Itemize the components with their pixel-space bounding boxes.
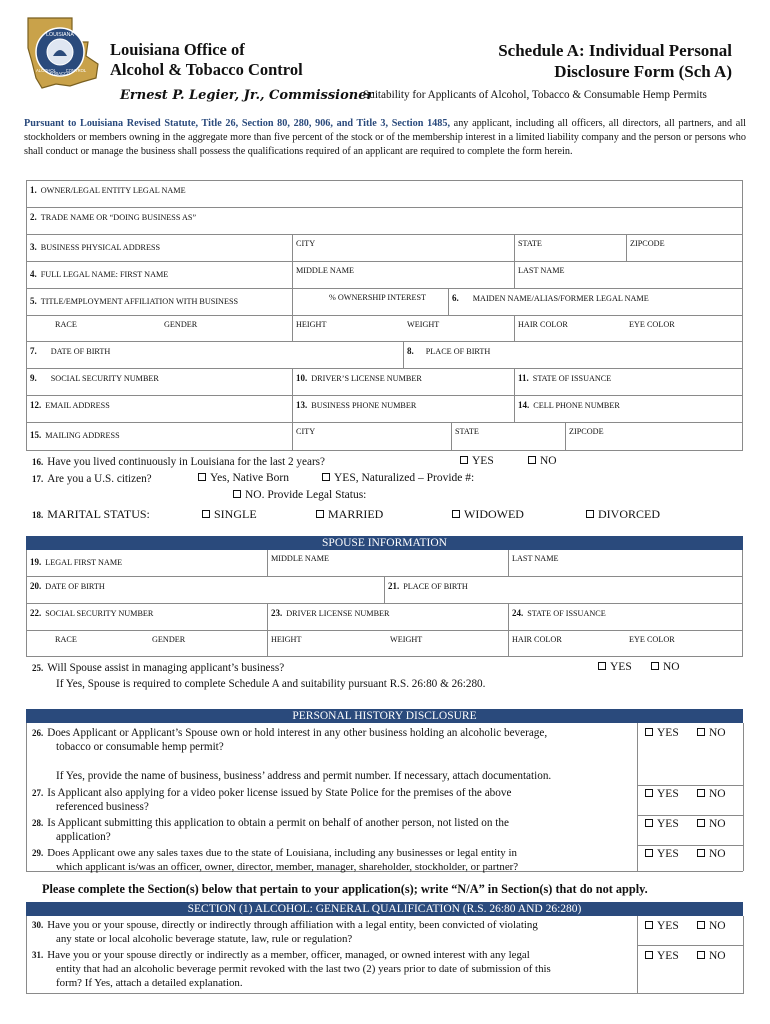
checkbox-icon [697,728,705,736]
state-label: STATE [518,239,542,248]
spouse-last-name-label: LAST NAME [512,554,559,563]
louisiana-atc-seal [22,12,104,94]
maiden-name-label: MAIDEN NAME/ALIAS/FORMER LEGAL NAME [472,294,649,303]
q28-no-checkbox[interactable]: NO [697,818,726,830]
suitability-subtitle: Suitability for Applicants of Alcohol, Tobacco & Consumable Hemp Permits [363,89,707,101]
field-row-5[interactable]: 5. TITLE/EMPLOYMENT AFFILIATION WITH BUSINESS % OWNERSHIP INTEREST 6. MAIDEN NAME/ALIAS/FORMER LEGAL NAME [27,289,742,316]
spouse-row-19[interactable]: 19. LEGAL FIRST NAME MIDDLE NAME LAST NAME [27,550,742,577]
checkbox-icon [645,819,653,827]
q27-text: 27. Is Applicant also applying for a video poker license issued by State Police for the premises of the above referenced business? [32,787,512,813]
spouse-info-grid [26,550,743,657]
history-answer-rule [637,815,743,816]
q18-divorced-checkbox[interactable]: DIVORCED [586,507,660,522]
q16-text: 16. Have you lived continuously in Louisiana for the last 2 years? [32,456,326,468]
mailing-state-label: STATE [455,427,479,436]
q18-widowed-checkbox[interactable]: WIDOWED [452,507,524,522]
q25-yes-checkbox[interactable]: YES [598,661,632,673]
q18-text: 18. MARITAL STATUS: [32,507,150,521]
zipcode-label: ZIPCODE [630,239,665,248]
checkbox-icon [697,951,705,959]
title-affiliation-label: TITLE/EMPLOYMENT AFFILIATION WITH BUSINESS [40,297,239,306]
q16-yes-checkbox[interactable]: YES [460,455,494,467]
state-of-issuance-label: STATE OF ISSUANCE [532,374,612,383]
middle-name-label: MIDDLE NAME [296,266,354,275]
q25-no-checkbox[interactable]: NO [651,661,680,673]
business-phone-label: BUSINESS PHONE NUMBER [311,401,417,410]
checkbox-icon [528,456,536,464]
q26-no-checkbox[interactable]: NO [697,727,726,739]
q17-native-checkbox[interactable]: Yes, Native Born [198,472,289,484]
schedule-title-line2: Disclosure Form (Sch A) [554,62,732,81]
checkbox-icon [645,849,653,857]
q17-no-checkbox[interactable]: NO. Provide Legal Status: [233,489,366,501]
race-label: RACE [55,320,77,329]
checkbox-icon [202,510,210,518]
spouse-height-label: HEIGHT [271,635,302,644]
ownership-interest-label: % OWNERSHIP INTEREST [329,293,427,302]
q28-text: 28. Is Applicant submitting this application to obtain a permit on behalf of another person, not listed on the application? [32,817,509,843]
checkbox-icon [697,921,705,929]
q31-no-checkbox[interactable]: NO [697,950,726,962]
history-answer-rule [637,845,743,846]
checkbox-icon [233,490,241,498]
date-of-birth-label: DATE OF BIRTH [50,347,111,356]
org-name-line2: Alcohol & Tobacco Control [110,60,303,79]
spouse-section-header: SPOUSE INFORMATION [26,536,743,550]
schedule-title-line1: Schedule A: Individual Personal [498,41,732,60]
section1-answer-rule [637,945,743,946]
mailing-city-label: CITY [296,427,316,436]
checkbox-icon [697,849,705,857]
history-left-border [26,723,27,871]
spouse-middle-name-label: MIDDLE NAME [271,554,329,563]
field-row-1[interactable]: 1. OWNER/LEGAL ENTITY LEGAL NAME [27,181,742,208]
q30-text: 30. Have you or your spouse, directly or indirectly through affiliation with a legal entity, been convicted of violating any state or local alcoholic beverage statute, law, rule or regulation? [32,919,538,945]
drivers-license-label: DRIVER’S LICENSE NUMBER [311,374,422,383]
checkbox-icon [645,951,653,959]
place-of-birth-label: PLACE OF BIRTH [425,347,491,356]
spouse-hair-label: HAIR COLOR [512,635,562,644]
checkbox-icon [598,662,606,670]
seal-text-left: ALCOHOL [35,68,57,73]
q18-single-checkbox[interactable]: SINGLE [202,507,257,522]
spouse-row-22[interactable]: 22. SOCIAL SECURITY NUMBER 23. DRIVER LICENSE NUMBER 24. STATE OF ISSUANCE [27,604,742,631]
q30-yes-checkbox[interactable]: YES [645,920,679,932]
checkbox-icon [697,819,705,827]
owner-legal-name-label: OWNER/LEGAL ENTITY LEGAL NAME [40,186,186,195]
section1-header: SECTION (1) ALCOHOL: GENERAL QUALIFICATION (R.S. 26:80 AND 26:280) [26,902,743,916]
last-name-label: LAST NAME [518,266,565,275]
section1-right-border [743,916,744,994]
q26-note: If Yes, provide the name of business, business’ address and permit number. If necessary, attach documentation. [56,770,552,782]
mailing-address-label: MAILING ADDRESS [45,431,120,440]
field-row-9[interactable]: 9. SOCIAL SECURITY NUMBER 10. DRIVER’S LICENSE NUMBER 11. STATE OF ISSUANCE [27,369,742,396]
spouse-dob-label: DATE OF BIRTH [45,582,105,591]
q31-text: 31. Have you or your spouse directly or indirectly as a member, officer, managed, or owned interest with any legal entity that had an alcoholic beverage permit revoked with the last two (2) years prior to date of submission of this form? If Yes, attach a detailed explanation. [32,949,551,989]
q31-yes-checkbox[interactable]: YES [645,950,679,962]
q18-married-checkbox[interactable]: MARRIED [316,507,383,522]
first-name-label: FULL LEGAL NAME: FIRST NAME [40,270,169,279]
section1-bottom-border [26,993,743,994]
q16-no-checkbox[interactable]: NO [528,455,557,467]
section1-left-border [26,916,27,994]
history-answer-rule [637,785,743,786]
checkbox-icon [198,473,206,481]
spouse-race-label: RACE [55,635,77,644]
spouse-license-label: DRIVER LICENSE NUMBER [286,609,390,618]
field-row-3[interactable]: 3. BUSINESS PHYSICAL ADDRESS CITY STATE ZIPCODE [27,235,742,262]
q29-yes-checkbox[interactable]: YES [645,848,679,860]
email-label: EMAIL ADDRESS [45,401,110,410]
field-row-2[interactable]: 2. TRADE NAME OR “DOING BUSINESS AS” [27,208,742,235]
q25-note: If Yes, Spouse is required to complete Schedule A and suitability pursuant R.S. 26:80 & 26:280. [56,678,486,690]
seal-text-mid: TOBACCO [49,71,71,76]
spouse-eye-label: EYE COLOR [629,635,675,644]
spouse-weight-label: WEIGHT [390,635,423,644]
q26-text: 26. Does Applicant or Applicant’s Spouse own or hold interest in any other business holding an alcoholic beverage, tobacco or consumable hemp permit? [32,727,548,753]
field-row-physical[interactable] [27,316,742,342]
spouse-gender-label: GENDER [152,635,186,644]
mailing-zip-label: ZIPCODE [569,427,604,436]
checkbox-icon [645,789,653,797]
org-name-line1: Louisiana Office of [110,40,245,59]
checkbox-icon [645,728,653,736]
checkbox-icon [322,473,330,481]
checkbox-icon [460,456,468,464]
checkbox-icon [645,921,653,929]
field-row-15[interactable]: 15. MAILING ADDRESS CITY STATE ZIPCODE [27,423,742,450]
spouse-first-name-label: LEGAL FIRST NAME [45,558,123,567]
applicant-info-grid [26,180,743,451]
eye-color-label: EYE COLOR [629,320,675,329]
q27-no-checkbox[interactable]: NO [697,788,726,800]
section1-answer-divider [637,916,638,994]
q29-text: 29. Does Applicant owe any sales taxes due to the state of Louisiana, including any businesses or legal entity in which applicant is/was an officer, owner, director, member, manager, shareholder, stockholder, or partner? [32,847,519,873]
q30-no-checkbox[interactable]: NO [697,920,726,932]
weight-label: WEIGHT [407,320,440,329]
q17-text: 17. Are you a U.S. citizen? [32,473,152,485]
intro-statute: Pursuant to Louisiana Revised Statute, Title 26, Section 80, 280, 906, and Title 3, Section 1485, [24,118,450,129]
field-row-4[interactable]: 4. FULL LEGAL NAME: FIRST NAME MIDDLE NAME LAST NAME [27,262,742,289]
intro-body: any applicant, including all officers, all directors, all partners, and all stockholders or members owning in the aggregate more than five percent of the stock or of the membership interest in a limited liability company and the person or persons who shall conduct or manage the business shall possess the qualifications required of an applicant are required to complete the form herein. [24,118,746,158]
q27-yes-checkbox[interactable]: YES [645,788,679,800]
seal-text-top: LOUISIANA [46,32,74,38]
business-address-label: BUSINESS PHYSICAL ADDRESS [40,243,161,252]
spouse-row-physical[interactable] [27,631,742,656]
q25-text: 25. Will Spouse assist in managing applicant’s business? [32,662,285,674]
spouse-ssn-label: SOCIAL SECURITY NUMBER [45,609,154,618]
field-row-12[interactable]: 12. EMAIL ADDRESS 13. BUSINESS PHONE NUMBER 14. CELL PHONE NUMBER [27,396,742,423]
q17-naturalized-checkbox[interactable]: YES, Naturalized – Provide #: [322,472,474,484]
ssn-label: SOCIAL SECURITY NUMBER [50,374,159,383]
gender-label: GENDER [164,320,198,329]
q28-yes-checkbox[interactable]: YES [645,818,679,830]
spouse-state-issuance-label: STATE OF ISSUANCE [527,609,606,618]
city-label: CITY [296,239,316,248]
history-right-border [743,723,744,871]
height-label: HEIGHT [296,320,327,329]
commissioner-name: Ernest P. Legier, Jr., Commissioner [120,88,374,103]
checkbox-icon [316,510,324,518]
checkbox-icon [697,789,705,797]
history-answer-divider [637,723,638,871]
q26-yes-checkbox[interactable]: YES [645,727,679,739]
section-instructions: Please complete the Section(s) below that pertain to your application(s); write “N/A” in Section(s) that do not apply. [42,882,648,896]
spouse-row-20[interactable]: 20. DATE OF BIRTH 21. PLACE OF BIRTH [27,577,742,604]
history-section-header: PERSONAL HISTORY DISCLOSURE [26,709,743,723]
checkbox-icon [586,510,594,518]
trade-name-label: TRADE NAME OR “DOING BUSINESS AS” [40,213,197,222]
checkbox-icon [452,510,460,518]
q29-no-checkbox[interactable]: NO [697,848,726,860]
hair-color-label: HAIR COLOR [518,320,568,329]
field-row-7[interactable]: 7. DATE OF BIRTH 8. PLACE OF BIRTH [27,342,742,369]
seal-text-right: CONTROL [65,68,87,73]
checkbox-icon [651,662,659,670]
intro-paragraph [24,117,746,160]
spouse-place-of-birth-label: PLACE OF BIRTH [403,582,468,591]
cell-phone-label: CELL PHONE NUMBER [533,401,620,410]
